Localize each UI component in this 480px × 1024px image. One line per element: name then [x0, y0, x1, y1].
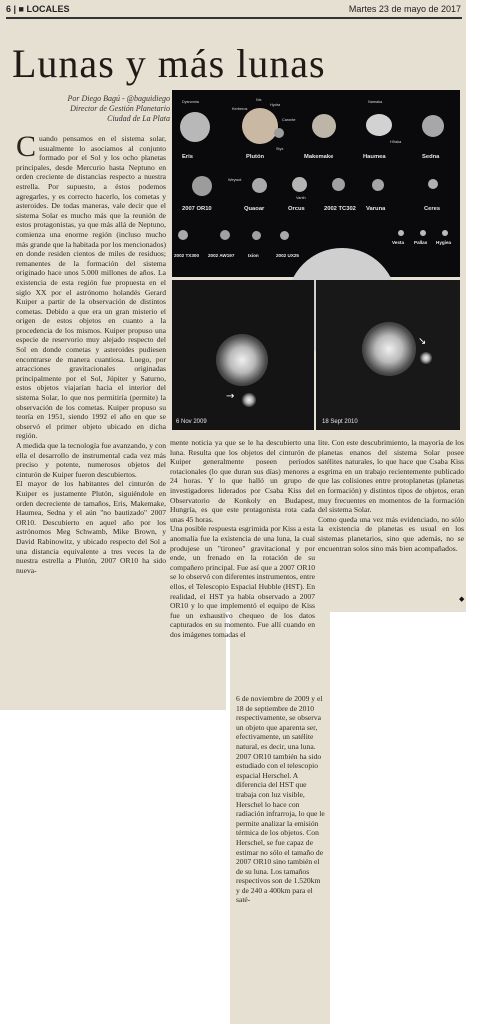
charon-label: Caronte [282, 118, 296, 122]
2007or10-glow [362, 322, 416, 376]
vesta-label: Vesta [392, 240, 405, 245]
photo1-caption: 6 Nov 2009 [176, 419, 207, 425]
hygiea-label: Hygiea [436, 240, 452, 245]
article-column-3: lite. Con este descubrimiento, la mayoría de los planetas enanos del sistema Solar posee satélites naturales, lo que hace que Csaba Kiss esgrima en un trabajo recientemente publicado que las colisiones entre protoplanetas (planetas en formación) y distintos tipos de objetos, eran muy frecuentes en momentos de la formación del sistema Solar. Como queda una vez más evidenciado, no sólo la existencia de planetas es usual en los sistemas planetarios, sino que además, no se encuentran solos sino más bien acompañados. [318, 438, 464, 553]
pallas-label: Pallas [414, 240, 428, 245]
arrow-icon: → [226, 391, 235, 402]
2002tx300-body [178, 230, 188, 240]
ceres-body [428, 179, 438, 189]
nix-label: Nix [256, 98, 262, 102]
ceres-label: Ceres [424, 206, 441, 212]
2007or10-glow [216, 334, 268, 386]
charon-body [274, 128, 284, 138]
hubble-photo-2009 [172, 280, 314, 430]
moon-glow [242, 393, 256, 407]
pluto-label: Plutón [246, 154, 265, 160]
pallas-body [420, 230, 426, 236]
2002ux25-label: 2002 UX25 [276, 253, 299, 258]
quaoar-body [252, 178, 267, 193]
hygiea-body [442, 230, 448, 236]
vesta-body [398, 230, 404, 236]
drop-cap: C [16, 130, 37, 163]
quaoar-label: Quaoar [244, 206, 265, 212]
article-column-1: Cuando pensamos en el sistema solar, usualmente lo asociamos al conjunto formado por el Sol y los ocho planetas principales, desde Mercurio hasta Neptuno en orden creciente de distancias respecto a nuestra estrella. Por supuesto, a éstos podemos agregarles, y es correcto hacerlo, los cometas y asteroides. De todas maneras, vale decir que el sistema Solar es mucho más que la reunión de estos protagonistas, ya que más allá de Neptuno, comienza una enorme región (incluso mucho más grande que la habitada por los mencionados) en donde residen cientos de miles de residuos; remanentes de la formación del sistema originado hace unos 5.000 millones de años. La existencia de esta región fue propuesta en el siglo XX por el astrónomo holandés Gerard Kuiper a partir de la observación de distintos cometas. Debido a que era un gran misterio el origen de estos objetos en cuanto a la procedencia de los mismos. Kuiper propuso una especie de reservorio muy alejado respecto del Sol en donde cometas y asteroides pudiesen encontrarse de manera cuantiosa. Luego, por atracciones gravitacionales originadas principalmente por el Sol, Júpiter y Saturno, estos objetos viajarían hacia el interior del sistema Solar, lo que nos permitiría (permite) la observación de los cometas. Kuiper propuso su teoría en 1951, siendo 1992 el año en que se observó el primer objeto ubicado en dicha región. A medida que la tecnología fue avanzando, y con ella el desarrollo de instrumental cada vez más preciso y potente, numerosos objetos del cinturón de Kuiper fueron descubiertos. El mayor de los habitantes del cinturón de Kuiper es justamente Plutón, siguiéndole en orden decreciente de tamaños, Eris, Makemake, Haumea, Sedna y el aún "no bautizado" 2007 OR10. Descubierto en aquel año por los astrónomos Meg Schwamb, Mike Brown, y David Rabinowitz, y ubicado respecto del Sol a una distancia equivalente a tres veces la de nuestra estrella a Plutón, 2007 OR10 ha sido nueva- [16, 130, 166, 575]
kerberos-label: Kerberos [232, 107, 248, 111]
photo2-caption: 18 Sept 2010 [322, 419, 358, 425]
weywot-label: Weywot [228, 178, 242, 182]
dwarf-planets-figure [172, 90, 460, 277]
article-column-4: 6 de noviembre de 2009 y el 18 de septiembre de 2010 respectivamente, se observa un objeto que aparenta ser, efectivamente, un satélite natural, es decir, una luna. 2007 OR10 también ha sido estudiado con el telescopio espacial Herschel. A diferencia del HST que trabaja con luz visible, Herschel lo hace con radiación infrarroja, lo que le permite analizar la emisión térmica de los objetos. Con Herschel, se fue capaz de estimar no sólo el tamaño de 2007 OR10 sino también el de su luna. Los tamaños respectivos son de 1.520km y de 240 a 400km para el saté- [236, 694, 325, 905]
hubble-photo-2010 [316, 280, 460, 430]
hiiaka-label: Hi'iaka [390, 140, 402, 144]
moon-glow [420, 352, 432, 364]
makemake-label: Makemake [304, 154, 334, 160]
arrow-icon: ↘ [418, 336, 427, 347]
vanth-label: Vanth [296, 196, 306, 200]
2007or10-body [192, 176, 212, 196]
varuna-label: Varuna [366, 206, 386, 212]
2002tc302-body [332, 178, 345, 191]
varuna-body [372, 179, 384, 191]
2002aw197-label: 2002 AW197 [208, 253, 235, 258]
styx-label: Styx [276, 147, 284, 151]
dysnomia-label: Dysnomia [182, 100, 199, 104]
header-rule [6, 17, 462, 19]
end-mark-icon: ◆ [459, 595, 465, 603]
pluto-body [242, 108, 278, 144]
2002tx300-label: 2002 TX300 [174, 253, 200, 258]
hydra-label: Hydra [270, 103, 281, 107]
orcus-body [292, 177, 307, 192]
2007or10-label: 2007 OR10 [182, 206, 212, 212]
eris-body [180, 112, 210, 142]
ixion-label: Ixion [248, 253, 259, 258]
makemake-body [312, 114, 336, 138]
2002tc302-label: 2002 TC302 [324, 206, 356, 212]
ixion-body [252, 231, 261, 240]
sedna-body [422, 115, 444, 137]
2002ux25-body [280, 231, 289, 240]
article-column-2: mente noticia ya que se le ha descubierto una luna. Resulta que los objetos del cinturón de Kuiper generalmente poseen períodos rotacionales (lo que duran sus días) menores a 24 horas. Y lo que halló un grupo de investigadores liderados por Csaba Kiss del Observatorio de Konkoly en Budapest, Hungría, es que este protagonista rota cada unas 45 horas. Una posible respuesta esgrimida por Kiss a esta anomalía fue la existencia de una luna, la cual produjese un "tironeo" gravitacional y por ende, un frenado en la rotación de su compañero principal. Fue así que a 2007 OR10 se lo observó con diferentes instrumentos, entre ellos, el Telescopio Espacial Hubble (HST). En realidad, el HST ya había observado a 2007 OR10 y lo que implementó el equipo de Kiss fue un exhaustivo chequeo de los datos capturados en su momento. Fue allí cuando en dos imágenes tomadas el [170, 438, 315, 639]
headline: Lunas y más lunas [12, 41, 326, 86]
eris-label: Eris [182, 154, 193, 160]
orcus-label: Orcus [288, 206, 305, 212]
sedna-label: Sedna [422, 154, 440, 160]
haumea-body [366, 114, 392, 136]
haumea-label: Haumea [363, 154, 386, 160]
2002aw197-body [220, 230, 230, 240]
section-label: 6 | ■ LOCALES [6, 4, 70, 14]
issue-date: Martes 23 de mayo de 2017 [348, 4, 461, 14]
byline: Por Diego Bagú - @baguidiego Director de Gestión Planetario Ciudad de La Plata [67, 94, 170, 123]
namaka-label: Namaka [368, 100, 383, 104]
